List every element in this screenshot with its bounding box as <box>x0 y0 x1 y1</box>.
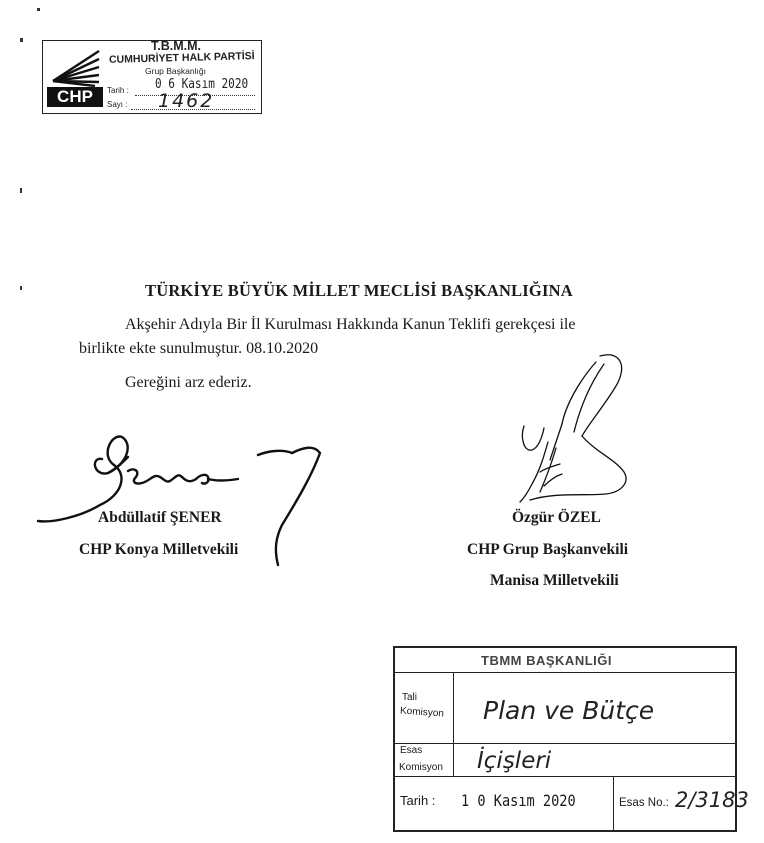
letter-closing: Gereğini arz ederiz. <box>125 374 252 391</box>
stamp-header: TBMM BAŞKANLIĞI <box>481 653 612 668</box>
esas-no-label: Esas No.: <box>619 797 669 809</box>
chp-six-arrows-icon <box>47 45 103 87</box>
signature-ozel <box>500 352 680 532</box>
stamp-header: T.B.M.M. <box>151 39 201 53</box>
scan-mark <box>20 188 22 193</box>
chp-logo <box>47 45 103 107</box>
signatory-name: Abdüllatif ŞENER <box>98 509 222 526</box>
signatory-name: Özgür ÖZEL <box>512 509 601 526</box>
stamp-date-label: Tarih : <box>107 86 129 95</box>
tbmm-registration-stamp <box>393 646 749 832</box>
tali-label: Komisyon <box>399 705 445 720</box>
scan-mark <box>20 38 23 42</box>
stamp-column-divider <box>453 672 454 776</box>
stamp-date-value: 0 6 Kasım 2020 <box>155 77 249 92</box>
stamp-number-label: Sayı : <box>107 100 128 109</box>
scan-mark <box>20 286 22 290</box>
stamp-divider <box>395 672 735 673</box>
stamp-party-name: CUMHURİYET HALK PARTİSİ <box>108 50 255 66</box>
signatory-title-secondary: Manisa Milletvekili <box>490 572 619 589</box>
signatory-title: CHP Grup Başkanvekili <box>467 541 629 558</box>
letter-paragraph-line2: birlikte ekte sunulmuştur. 08.10.2020 <box>79 340 319 357</box>
letter-heading: TÜRKİYE BÜYÜK MİLLET MECLİSİ BAŞKANLIĞINA <box>145 281 573 300</box>
scan-mark <box>37 8 40 11</box>
chp-registry-stamp <box>42 40 262 114</box>
date-label: Tarih : <box>400 793 436 808</box>
chp-logo-text: CHP <box>47 87 103 107</box>
tali-value: Plan ve Bütçe <box>483 696 655 725</box>
stamp-divider <box>395 776 735 777</box>
signatory-title: CHP Konya Milletvekili <box>79 541 239 558</box>
stamp-divider <box>395 743 735 744</box>
tali-label: Tali <box>402 692 418 703</box>
esas-label: Esas <box>400 745 423 756</box>
esas-no-value: 2/3183 <box>675 788 749 812</box>
esas-value: İçişleri <box>477 748 552 774</box>
date-box-divider <box>613 776 614 830</box>
esas-label: Komisyon <box>399 762 443 773</box>
date-value: 1 0 Kasım 2020 <box>461 791 576 810</box>
stamp-number-value: 1462 <box>158 90 215 112</box>
letter-paragraph-line1: Akşehir Adıyla Bir İl Kurulması Hakkında Kanun Teklifi gerekçesi ile <box>125 316 576 333</box>
stamp-office: Grup Başkanlığı <box>145 66 206 76</box>
